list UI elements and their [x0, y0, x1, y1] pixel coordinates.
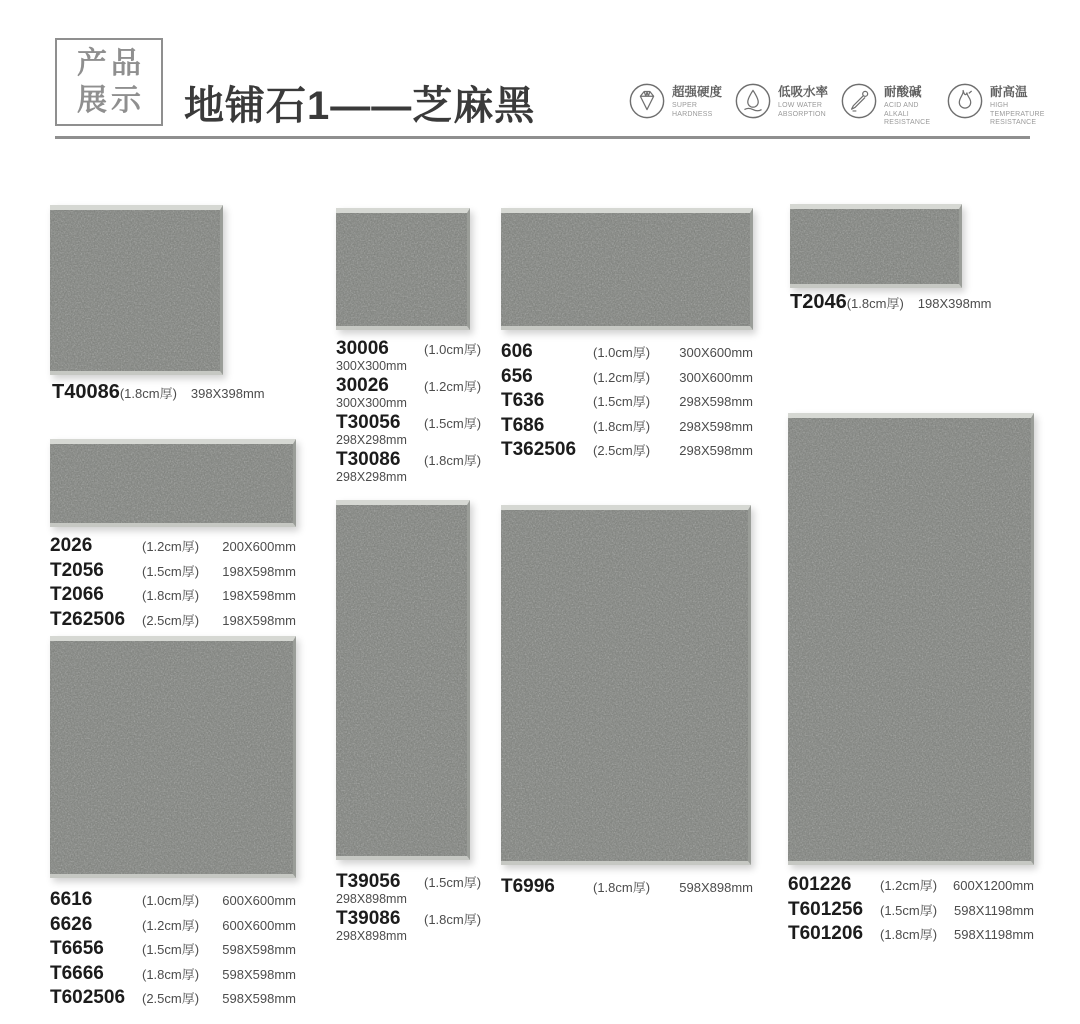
product-size: 198X398mm [917, 296, 992, 311]
product-row [336, 376, 486, 410]
feature-super-hardness [628, 82, 723, 128]
product-code: T602506 [50, 987, 126, 1009]
product-display-badge [55, 38, 163, 126]
tile-image-601226 [788, 413, 1034, 865]
feature-list [628, 82, 1045, 128]
product-row [336, 450, 486, 484]
product-code: 2026 [50, 535, 93, 556]
product-row [336, 872, 486, 906]
product-row [501, 340, 753, 365]
product-size: 198X598mm [222, 588, 296, 604]
product-size: 298X598mm [679, 418, 753, 434]
product-size: 298X298mm [336, 433, 407, 447]
product-size: 600X600mm [222, 917, 296, 933]
tile-image-6616 [50, 636, 296, 878]
product-row [501, 875, 753, 900]
product-row [50, 937, 296, 962]
feature-en: LOW WATER ABSORPTION [778, 102, 826, 118]
product-size: 300X600mm [679, 345, 753, 360]
product-row [501, 438, 753, 463]
product-row [788, 898, 1034, 923]
product-thickness: (1.8cm厚) [424, 912, 482, 927]
product-thickness: (1.0cm厚) [142, 893, 200, 908]
product-thickness: (1.8cm厚) [142, 588, 200, 604]
product-size: 398X398mm [190, 386, 265, 401]
product-row [788, 873, 1034, 898]
product-code: T362506 [501, 439, 577, 461]
product-size: 200X600mm [222, 539, 296, 554]
product-row [50, 583, 296, 608]
flame-icon [946, 82, 984, 120]
product-size: 600X1200mm [953, 878, 1034, 893]
product-code: T40086 [52, 381, 120, 403]
product-row [50, 888, 296, 913]
product-thickness: (1.2cm厚) [424, 379, 482, 394]
product-thickness: (1.2cm厚) [880, 878, 938, 893]
feature-en: HIGH TEMPERATURE RESISTANCE [990, 102, 1045, 126]
product-code: 30026 [336, 375, 389, 396]
product-row [336, 909, 486, 943]
product-list-390 [336, 872, 486, 946]
product-thickness: (1.5cm厚) [424, 416, 482, 431]
product-list-660 [50, 888, 296, 1011]
product-label-t2046 [790, 291, 992, 314]
product-code: T2056 [50, 559, 104, 581]
product-size: 598X598mm [222, 942, 296, 958]
product-row [50, 534, 296, 559]
product-code: T39056 [336, 871, 401, 892]
product-size: 598X598mm [222, 991, 296, 1007]
product-code: T2046 [790, 291, 847, 313]
product-thickness: (1.5cm厚) [142, 563, 200, 579]
product-code: 6626 [50, 913, 93, 935]
product-row [501, 389, 753, 414]
product-row [501, 365, 753, 390]
product-size: 198X598mm [222, 563, 296, 579]
page-title: 地铺石1——芝麻黑 [184, 84, 536, 128]
product-list-200 [50, 534, 296, 632]
product-size: 298X898mm [336, 929, 407, 943]
product-row [50, 559, 296, 584]
product-row [50, 913, 296, 938]
product-thickness: (1.5cm厚) [880, 902, 938, 918]
product-code: T6656 [50, 938, 104, 960]
product-thickness: (1.2cm厚) [142, 917, 200, 933]
tile-image-2026 [50, 439, 296, 527]
product-code: 656 [501, 365, 533, 387]
product-code: T2066 [50, 584, 104, 606]
feature-en: ACID AND ALKALI RESISTANCE [884, 102, 931, 126]
product-thickness: (1.8cm厚) [593, 880, 651, 895]
product-size: 598X1198mm [954, 902, 1034, 918]
product-size: 298X298mm [336, 470, 407, 484]
product-size: 600X600mm [222, 893, 296, 908]
product-code: T30086 [336, 449, 401, 470]
product-thickness: (2.5cm厚) [142, 612, 200, 628]
product-thickness: (1.8cm厚) [880, 927, 938, 943]
product-code: 601226 [788, 874, 852, 895]
product-code: 30006 [336, 338, 389, 359]
product-row [501, 414, 753, 439]
dropper-icon [840, 82, 878, 120]
feature-acid-alkali-resistance [840, 82, 931, 128]
product-thickness: (1.8cm厚) [593, 418, 651, 434]
product-label-t6996 [501, 875, 753, 900]
product-thickness: (1.2cm厚) [593, 369, 651, 385]
water-drop-icon [734, 82, 772, 120]
product-size: 298X598mm [679, 443, 753, 459]
product-size: 298X898mm [336, 892, 407, 906]
product-code: T6666 [50, 962, 104, 984]
feature-zh: 低吸水率 [778, 85, 829, 99]
product-thickness: (1.5cm厚) [593, 394, 651, 410]
tile-image-t39056 [336, 500, 470, 860]
product-thickness: (1.8cm厚) [846, 296, 904, 311]
product-row [788, 922, 1034, 947]
product-row [336, 339, 486, 373]
tile-image-t2046 [790, 204, 962, 288]
badge-line2: 展示 [77, 84, 145, 117]
product-size: 298X598mm [679, 394, 753, 410]
product-thickness: (1.8cm厚) [424, 453, 482, 468]
product-label-t40086 [52, 381, 265, 404]
product-code: T601256 [788, 898, 864, 920]
product-thickness: (1.8cm厚) [142, 966, 200, 982]
diamond-icon [628, 82, 666, 120]
feature-low-water-absorption [734, 82, 829, 128]
product-code: T30056 [336, 412, 401, 433]
product-row [50, 962, 296, 987]
tile-image-606 [501, 208, 753, 330]
product-size: 300X600mm [679, 369, 753, 385]
product-size: 300X300mm [336, 396, 407, 410]
feature-en: SUPER HARDNESS [672, 102, 713, 118]
header-divider [55, 136, 1030, 139]
product-row [50, 608, 296, 633]
badge-line1: 产品 [77, 47, 145, 80]
product-code: T601206 [788, 923, 864, 945]
product-code: T39086 [336, 908, 401, 929]
product-list-600 [501, 340, 753, 463]
feature-zh: 耐高温 [990, 85, 1028, 99]
product-code: T636 [501, 390, 545, 412]
product-size: 598X1198mm [954, 927, 1034, 943]
product-thickness: (1.0cm厚) [424, 342, 482, 357]
product-thickness: (1.5cm厚) [424, 875, 482, 890]
product-thickness: (1.8cm厚) [119, 386, 177, 401]
product-code: 606 [501, 341, 533, 362]
product-size: 598X898mm [679, 880, 753, 895]
feature-zh: 耐酸碱 [884, 85, 922, 99]
product-list-300 [336, 339, 486, 487]
product-row [336, 413, 486, 447]
product-code: T686 [501, 414, 545, 436]
product-thickness: (1.2cm厚) [142, 539, 200, 554]
product-size: 300X300mm [336, 359, 407, 373]
product-thickness: (2.5cm厚) [142, 991, 200, 1007]
feature-high-temperature-resistance [946, 82, 1045, 128]
tile-image-t6996 [501, 505, 751, 865]
product-thickness: (1.5cm厚) [142, 942, 200, 958]
product-thickness: (2.5cm厚) [593, 443, 651, 459]
product-code: T6996 [501, 876, 555, 897]
product-code: T262506 [50, 608, 126, 630]
tile-image-t40086 [50, 205, 223, 375]
product-size: 598X598mm [222, 966, 296, 982]
product-list-6012 [788, 873, 1034, 947]
product-row [50, 986, 296, 1011]
product-code: 6616 [50, 889, 93, 910]
tile-image-30006 [336, 208, 470, 330]
product-size: 198X598mm [222, 612, 296, 628]
product-thickness: (1.0cm厚) [593, 345, 651, 360]
feature-zh: 超强硬度 [672, 85, 723, 99]
